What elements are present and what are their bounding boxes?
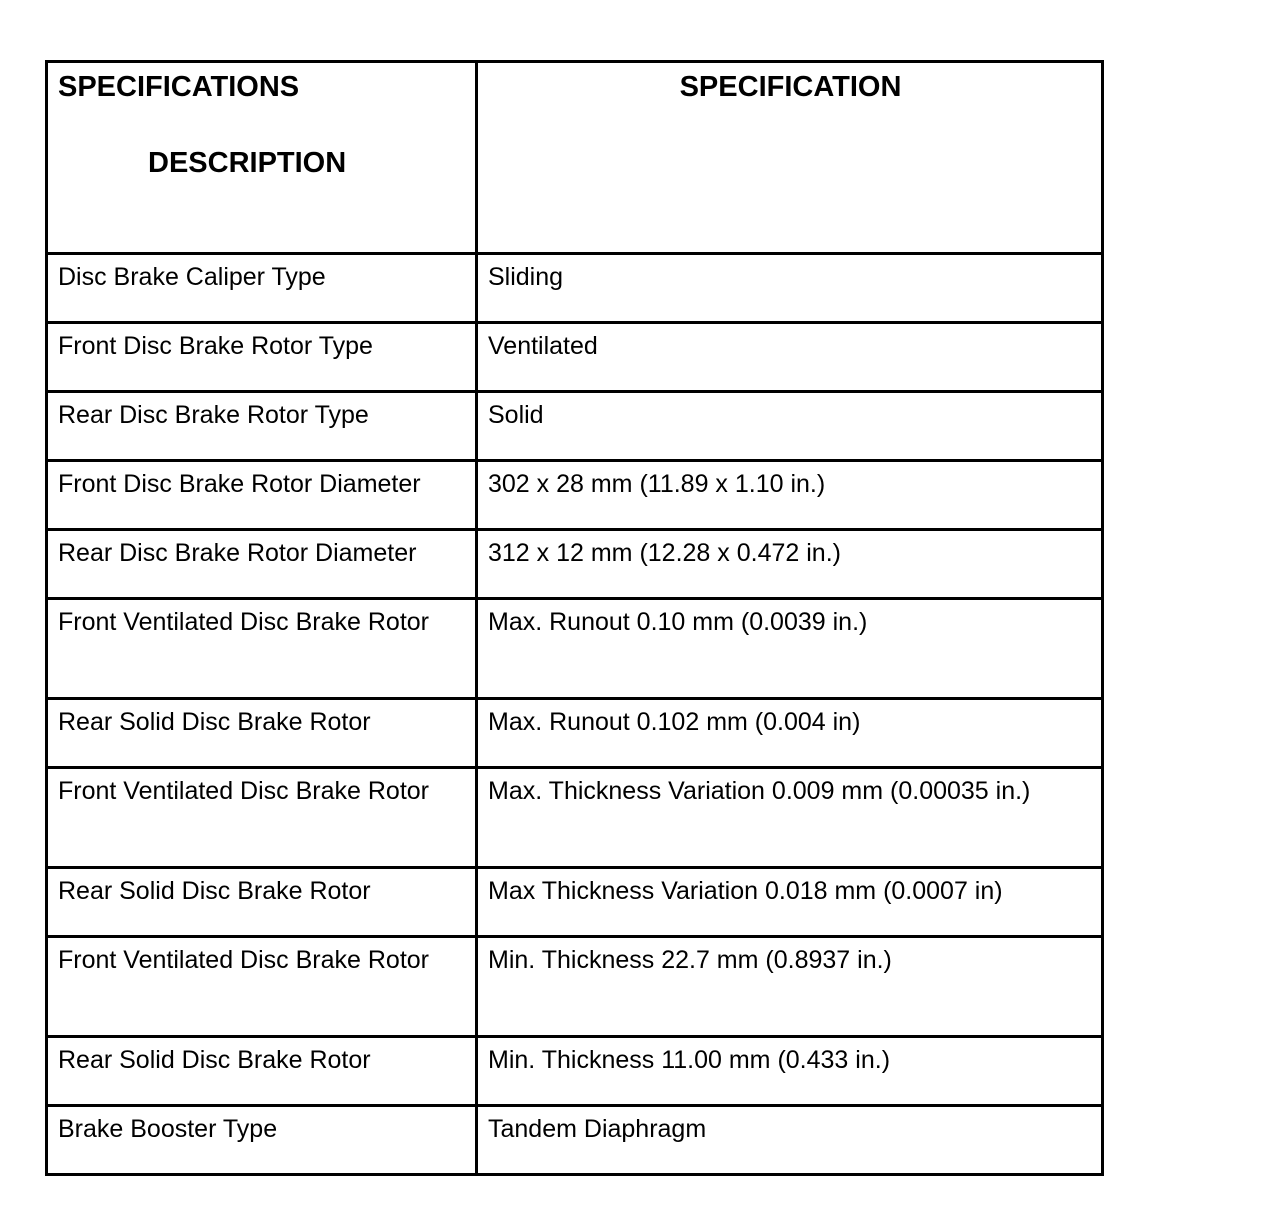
specification-cell: Sliding (477, 254, 1103, 323)
specification-cell: Tandem Diaphragm (477, 1106, 1103, 1175)
table-row (47, 1106, 1103, 1175)
description-cell: Rear Solid Disc Brake Rotor (47, 1037, 477, 1106)
header-specifications-label: SPECIFICATIONS (58, 71, 300, 103)
header-description-cell (47, 62, 477, 254)
table-row (47, 323, 1103, 392)
description-cell: Front Disc Brake Rotor Diameter (47, 461, 477, 530)
description-cell: Front Ventilated Disc Brake Rotor (47, 937, 477, 1037)
header-specification-label: SPECIFICATION (679, 71, 902, 103)
description-cell: Rear Disc Brake Rotor Diameter (47, 530, 477, 599)
description-cell: Front Disc Brake Rotor Type (47, 323, 477, 392)
table-row (47, 1037, 1103, 1106)
description-cell: Rear Solid Disc Brake Rotor (47, 699, 477, 768)
specification-cell: Solid (477, 392, 1103, 461)
specification-cell: Max Thickness Variation 0.018 mm (0.0007 in) (477, 868, 1103, 937)
table-row (47, 461, 1103, 530)
specification-cell: 302 x 28 mm (11.89 x 1.10 in.) (477, 461, 1103, 530)
table-header-row (47, 62, 1103, 254)
specification-cell: Ventilated (477, 323, 1103, 392)
description-cell: Brake Booster Type (47, 1106, 477, 1175)
table-row (47, 868, 1103, 937)
table-row (47, 392, 1103, 461)
description-cell: Front Ventilated Disc Brake Rotor (47, 768, 477, 868)
specification-cell: Max. Runout 0.10 mm (0.0039 in.) (477, 599, 1103, 699)
table-row (47, 768, 1103, 868)
specification-cell: Min. Thickness 11.00 mm (0.433 in.) (477, 1037, 1103, 1106)
header-description-label: DESCRIPTION (148, 147, 347, 179)
specification-cell: Min. Thickness 22.7 mm (0.8937 in.) (477, 937, 1103, 1037)
table-row (47, 937, 1103, 1037)
table-row (47, 699, 1103, 768)
specification-cell: Max. Runout 0.102 mm (0.004 in) (477, 699, 1103, 768)
description-cell: Rear Solid Disc Brake Rotor (47, 868, 477, 937)
specification-cell: Max. Thickness Variation 0.009 mm (0.00035 in.) (477, 768, 1103, 868)
table-row (47, 254, 1103, 323)
specification-cell: 312 x 12 mm (12.28 x 0.472 in.) (477, 530, 1103, 599)
specifications-table (45, 60, 1104, 1176)
table-row (47, 530, 1103, 599)
description-cell: Front Ventilated Disc Brake Rotor (47, 599, 477, 699)
description-cell: Disc Brake Caliper Type (47, 254, 477, 323)
header-specification-cell (477, 62, 1103, 254)
table-row (47, 599, 1103, 699)
description-cell: Rear Disc Brake Rotor Type (47, 392, 477, 461)
